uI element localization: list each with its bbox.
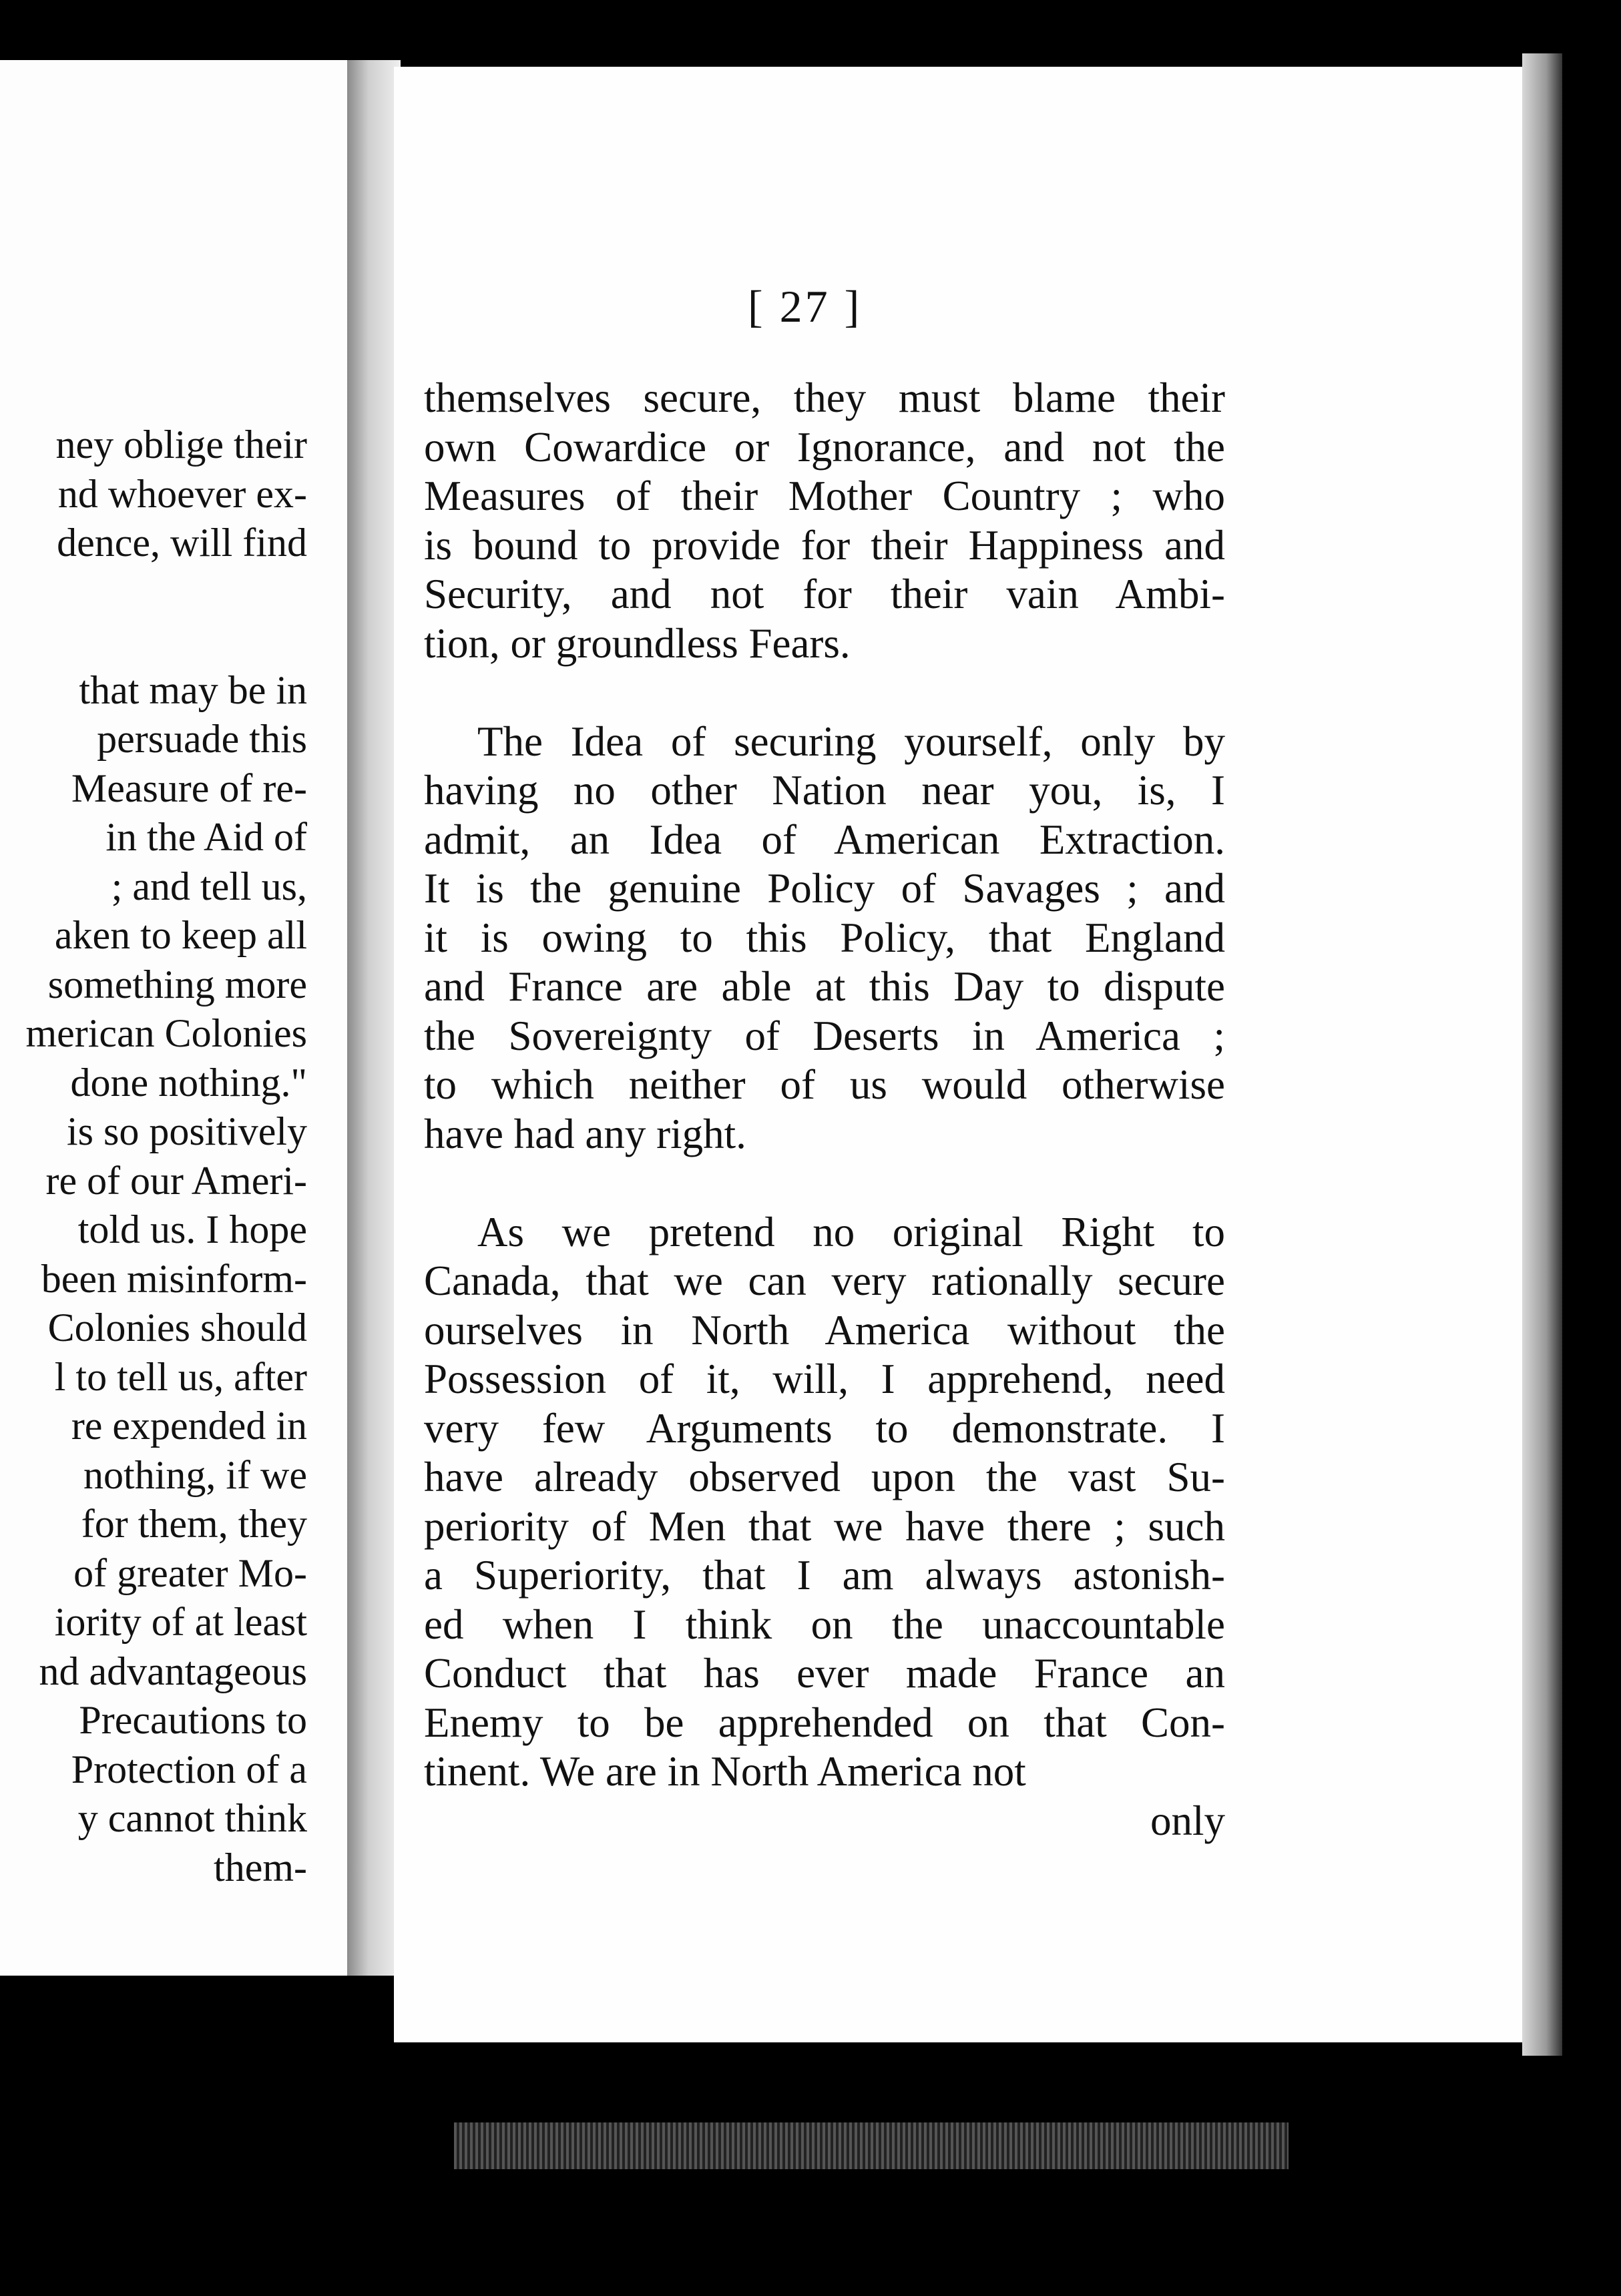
book-gutter	[347, 60, 401, 1976]
body-text-line: tinent. We are in North America not	[424, 1748, 1026, 1795]
left-page-text	[0, 420, 307, 1892]
body-text-line: tion, or groundless Fears.	[424, 619, 851, 667]
left-text-line: dence, will find	[57, 521, 307, 565]
body-text-line: periority of Men that we have there ; such	[424, 1502, 1225, 1550]
body-text-line: Measures of their Mother Country ; who	[424, 473, 1225, 519]
left-text-line: done nothing."	[70, 1060, 307, 1105]
catchword: only	[1150, 1797, 1225, 1844]
left-text-line: is so positively	[66, 1109, 307, 1153]
body-text-line: have had any right.	[424, 1110, 746, 1157]
body-text-line: the Sovereignty of Deserts in America ;	[424, 1012, 1225, 1059]
body-text-line: ourselves in North America without the	[424, 1306, 1225, 1354]
body-text-line: have already observed upon the vast Su-	[424, 1454, 1225, 1500]
page-number: [ 27 ]	[748, 281, 863, 332]
body-text-line: a Superiority, that I am always astonish-	[424, 1552, 1225, 1599]
left-text-line	[0, 568, 307, 617]
left-text-line: nothing, if we	[83, 1452, 307, 1497]
left-text-line: nd advantageous	[39, 1649, 307, 1693]
body-text-line: it is owing to this Policy, that England	[424, 914, 1225, 961]
body-text-line: Security, and not for their vain Ambi-	[424, 571, 1225, 617]
left-text-line: ney oblige their	[55, 422, 307, 467]
left-page	[0, 60, 349, 1976]
left-text-line: merican Colonies	[25, 1011, 307, 1055]
body-text-line: As we pretend no original Right to	[477, 1208, 1225, 1255]
body-text-line: very few Arguments to demonstrate. I	[424, 1404, 1225, 1452]
left-text-line: that may be in	[79, 667, 307, 712]
bottom-strip	[454, 2122, 1289, 2169]
left-text-line	[0, 617, 307, 666]
body-text-line: admit, an Idea of American Extraction.	[424, 816, 1225, 863]
paragraph-gap	[424, 668, 1225, 718]
left-text-line: them-	[214, 1845, 307, 1890]
left-text-line: in the Aid of	[105, 815, 307, 859]
left-text-line: Colonies should	[47, 1306, 307, 1350]
body-text-line: is bound to provide for their Happiness and	[424, 521, 1225, 569]
page-edge	[1522, 53, 1562, 2056]
left-text-line: of greater Mo-	[73, 1550, 307, 1595]
left-text-line: re of our Ameri-	[45, 1158, 307, 1203]
body-text-line: themselves secure, they must blame their	[424, 374, 1225, 421]
left-text-line: nd whoever ex-	[57, 471, 307, 516]
body-text-line: having no other Nation near you, is, I	[424, 767, 1225, 814]
right-page-text	[424, 374, 1225, 1845]
left-text-line: something more	[47, 962, 307, 1007]
left-text-line: been misinform-	[41, 1256, 307, 1301]
left-text-line: for them, they	[81, 1502, 307, 1546]
left-text-line: aken to keep all	[54, 913, 307, 957]
left-text-line: persuade this	[97, 717, 307, 761]
body-text-line: Possession of it, will, I apprehend, need	[424, 1356, 1225, 1402]
left-text-line: told us. I hope	[77, 1207, 307, 1251]
left-text-line: Protection of a	[71, 1747, 307, 1791]
left-text-line: Precautions to	[79, 1698, 307, 1742]
body-text-line: The Idea of securing yourself, only by	[477, 718, 1225, 765]
left-text-line: re expended in	[71, 1404, 307, 1448]
body-text-line: Canada, that we can very rationally secure	[424, 1257, 1225, 1304]
left-text-line: ; and tell us,	[111, 864, 307, 908]
paragraph-gap	[424, 1159, 1225, 1208]
body-text-line: own Cowardice or Ignorance, and not the	[424, 423, 1225, 471]
body-text-line: ed when I think on the unaccountable	[424, 1601, 1225, 1648]
body-text-line: to which neither of us would otherwise	[424, 1061, 1225, 1108]
body-text-line: and France are able at this Day to dispute	[424, 963, 1225, 1010]
left-text-line: l to tell us, after	[54, 1354, 307, 1399]
left-text-line: iority of at least	[54, 1600, 307, 1644]
left-text-line: Measure of re-	[71, 766, 307, 810]
body-text-line: It is the genuine Policy of Savages ; and	[424, 865, 1225, 912]
body-text-line: Enemy to be apprehended on that Con-	[424, 1699, 1225, 1746]
body-text-line: Conduct that has ever made France an	[424, 1650, 1225, 1697]
left-text-line: y cannot think	[77, 1796, 307, 1840]
